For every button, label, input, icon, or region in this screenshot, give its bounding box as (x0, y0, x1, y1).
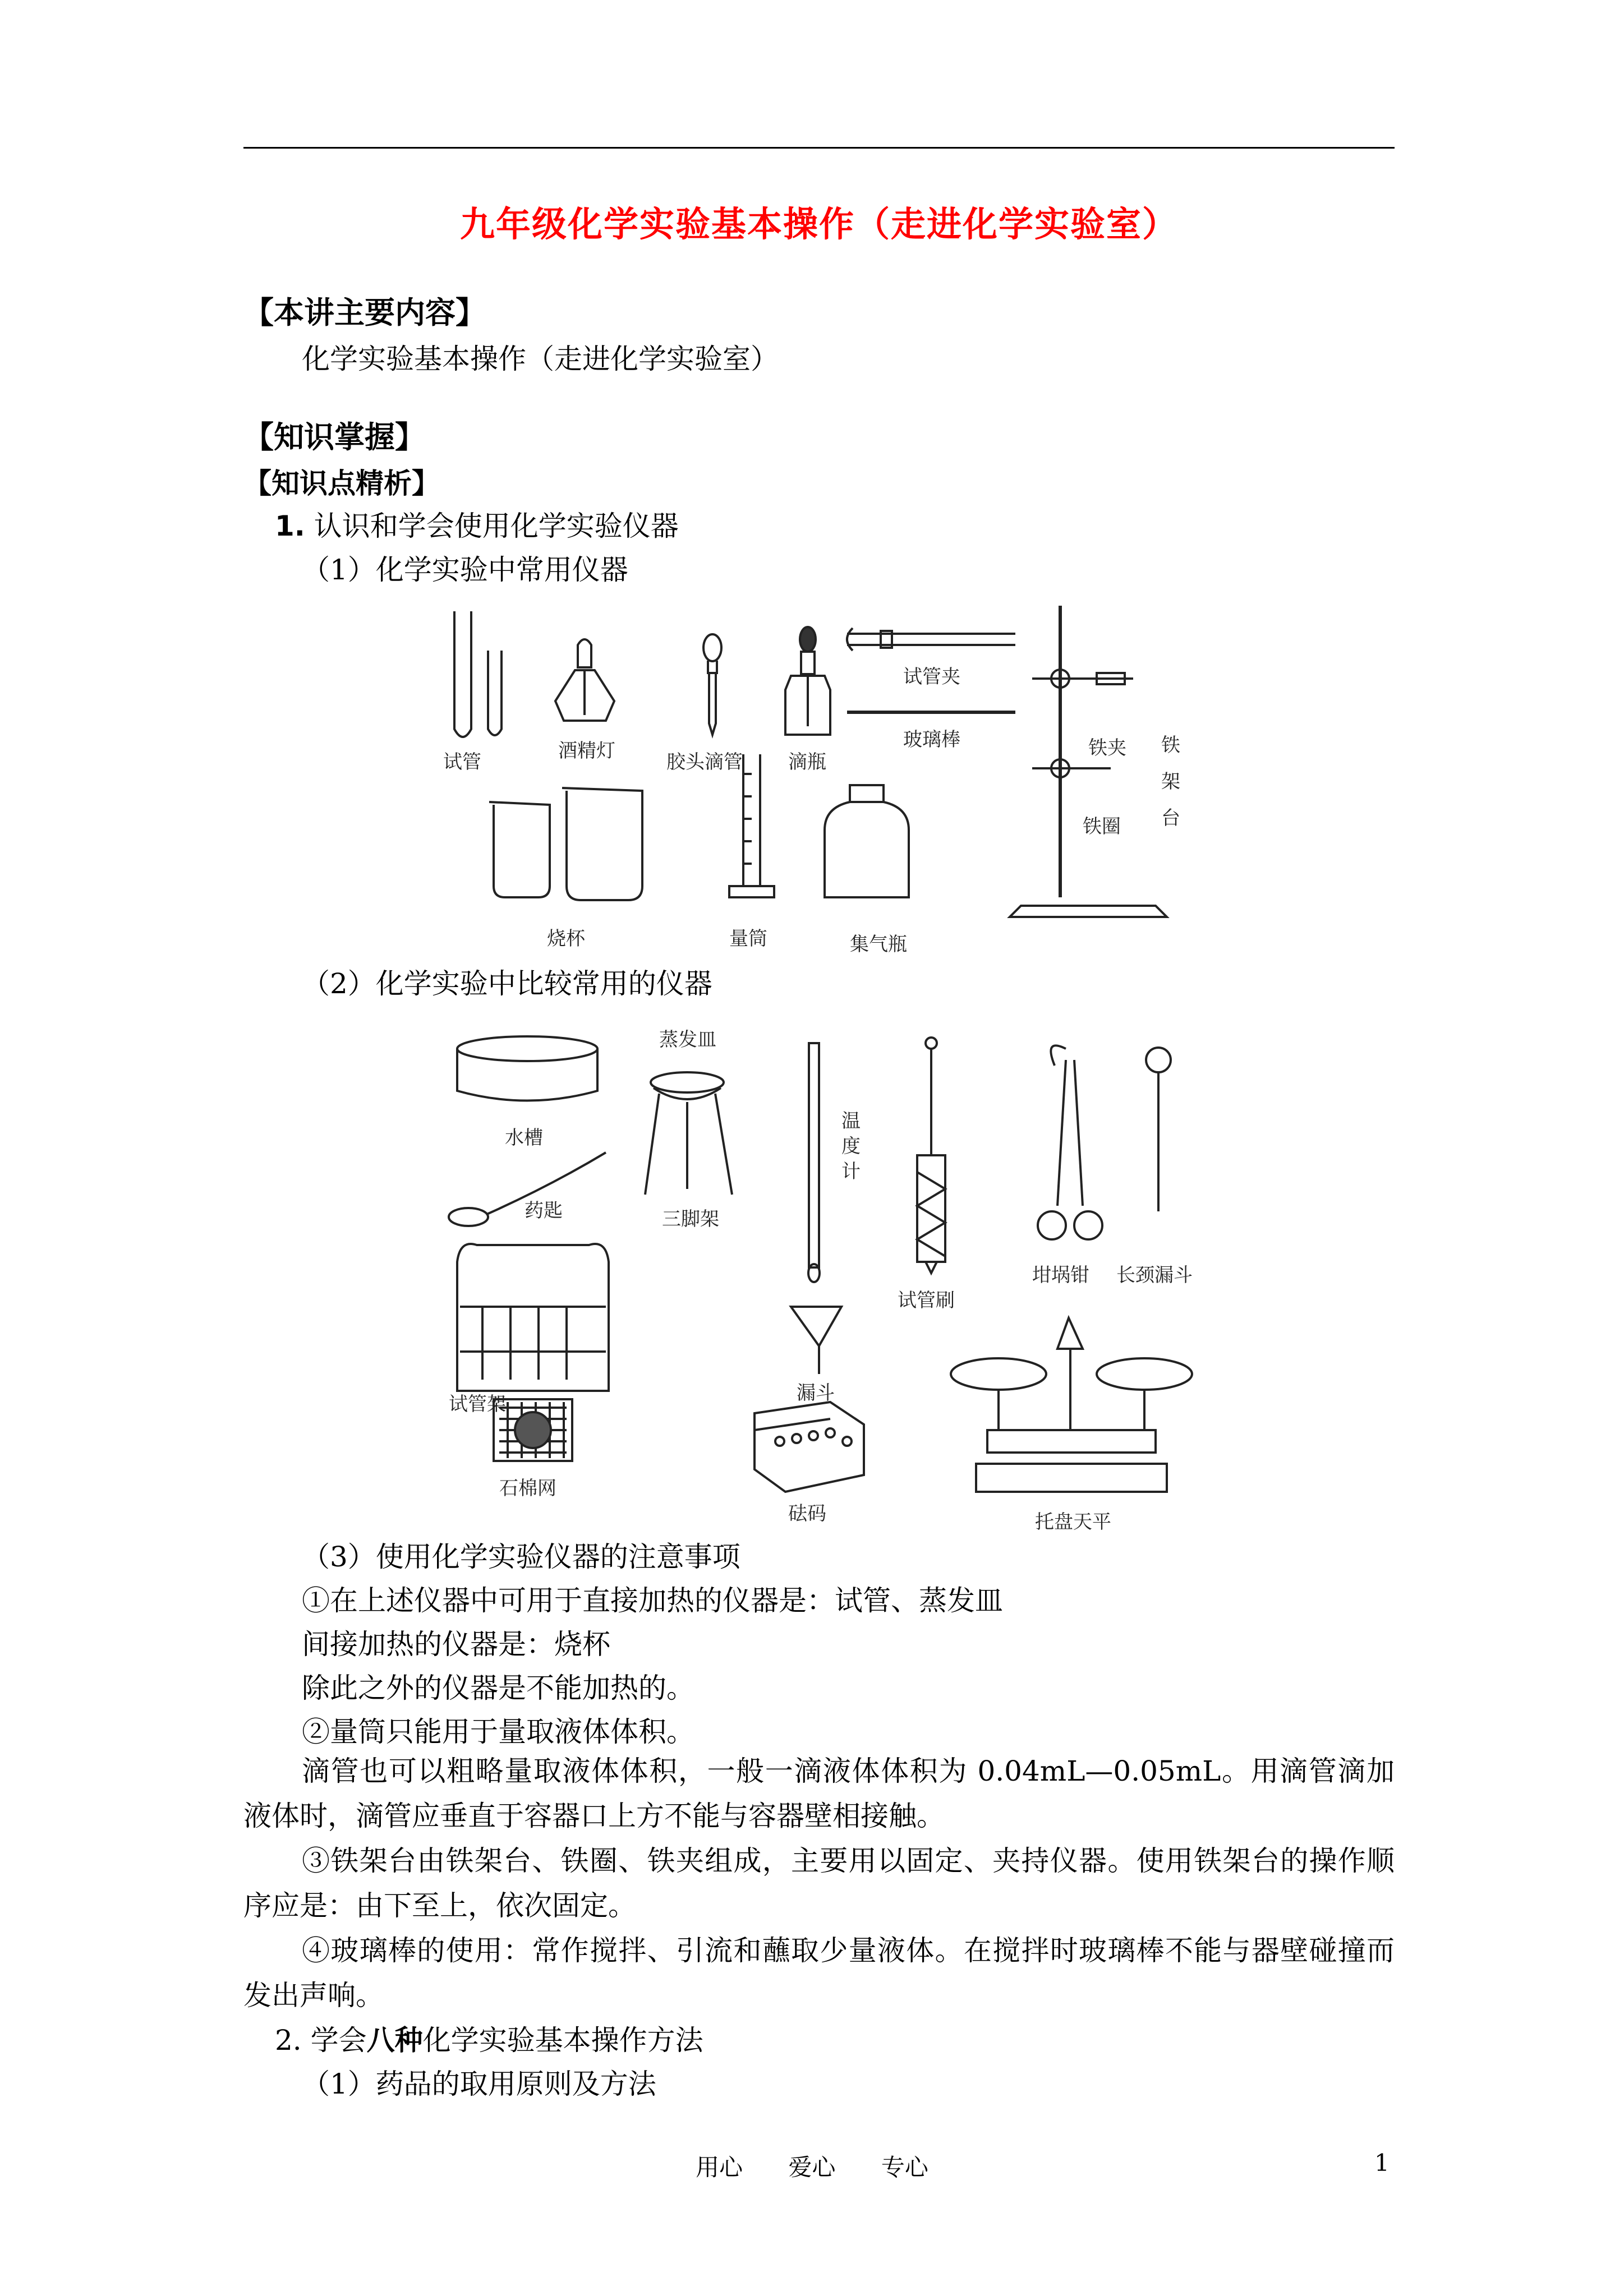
funnel-icon (791, 1307, 841, 1374)
footer-word-3: 专心 (881, 2154, 928, 2181)
test-tube-rack-icon (457, 1244, 609, 1391)
test-tube-clamp-icon (847, 628, 1015, 651)
note-5: 滴管也可以粗略量取液体体积，一般一滴液体体积为 0.04mL—0.05mL。用滴管滴加液体时，滴管应垂直于容器口上方不能与容器壁相接触。 (243, 1755, 1395, 1832)
sub-heading-1: （1）化学实验中常用仪器 (302, 554, 628, 586)
label-iron-ring: 铁圈 (1083, 815, 1121, 838)
label-iron-clamp: 铁夹 (1088, 737, 1126, 759)
main-content-text: 化学实验基本操作（走进化学实验室） (302, 343, 779, 375)
label-test-tube-brush: 试管刷 (898, 1289, 955, 1312)
header-rule (243, 147, 1395, 149)
note-7: ④玻璃棒的使用：常作搅拌、引流和蘸取少量液体。在搅拌时玻璃棒不能与器壁碰撞而发出声响。 (243, 1934, 1395, 2012)
knowledge-heading: 【知识掌握】 (243, 419, 425, 455)
footer-word-2: 爱心 (788, 2154, 836, 2181)
note-6: ③铁架台由铁架台、铁圈、铁夹组成，主要用以固定、夹持仪器。使用铁架台的操作顺序应是：由下至上，依次固定。 (243, 1845, 1395, 1922)
label-test-tube: 试管 (443, 751, 481, 773)
label-gas-bottle: 集气瓶 (850, 933, 907, 956)
sub-heading-4: （1）药品的取用原则及方法 (302, 2068, 656, 2100)
note-2: 间接加热的仪器是：烧杯 (302, 1628, 610, 1661)
long-neck-funnel-icon (1146, 1048, 1171, 1211)
beaker-icon (489, 788, 642, 900)
crucible-tongs-icon (1038, 1045, 1102, 1239)
note-3: 除此之外的仪器是不能加热的。 (302, 1672, 694, 1704)
note-4: ②量筒只能用于量取液体体积。 (302, 1716, 694, 1748)
label-test-tube-rack: 试管架 (449, 1393, 506, 1416)
test-tube-icon (454, 611, 502, 737)
item-2-post: 化学实验基本操作方法 (422, 2024, 703, 2057)
weights-box-icon (755, 1402, 864, 1492)
label-thermometer-3: 计 (841, 1160, 861, 1183)
item-2-number: 2. (275, 2024, 302, 2057)
item-2 (275, 2020, 703, 2060)
label-stand-1: 铁 (1161, 734, 1180, 757)
balance-icon (951, 1318, 1192, 1492)
note-1: ①在上述仪器中可用于直接加热的仪器是：试管、蒸发皿 (302, 1584, 1003, 1617)
gas-bottle-icon (825, 785, 909, 897)
sub-heading-2: （2）化学实验中比较常用的仪器 (302, 967, 712, 1000)
label-dropping-bottle: 滴瓶 (788, 751, 826, 773)
label-tripod: 三脚架 (662, 1208, 719, 1230)
item-1-text: 认识和学会使用化学实验仪器 (314, 510, 679, 542)
label-glass-rod: 玻璃棒 (903, 729, 960, 751)
label-asbestos-gauze: 石棉网 (499, 1477, 556, 1500)
item-2-pre: 学会 (310, 2024, 367, 2057)
label-spoon: 药匙 (525, 1200, 563, 1222)
thermometer-icon (808, 1043, 820, 1282)
common-instruments-figure (438, 594, 1223, 976)
label-long-neck-funnel: 长颈漏斗 (1116, 1264, 1193, 1287)
tripod-icon (645, 1088, 732, 1195)
dropping-bottle-icon (785, 627, 830, 735)
label-beaker: 烧杯 (547, 928, 585, 950)
water-trough-icon (457, 1036, 597, 1101)
footer-word-1: 用心 (696, 2154, 743, 2181)
label-dropper: 胶头滴管 (666, 751, 743, 773)
test-tube-brush-icon (917, 1038, 945, 1273)
label-weights: 砝码 (788, 1502, 826, 1525)
label-evaporating-dish: 蒸发皿 (659, 1029, 716, 1051)
item-1 (275, 506, 679, 546)
page-title: 九年级化学实验基本操作（走进化学实验室） (459, 204, 1178, 245)
label-balance: 托盘天平 (1035, 1511, 1111, 1533)
item-1-number: 1. (275, 510, 305, 542)
frequent-instruments-figure (438, 1026, 1223, 1542)
label-cylinder: 量筒 (729, 928, 767, 950)
iron-stand-icon (1010, 606, 1167, 917)
label-funnel: 漏斗 (797, 1382, 835, 1404)
dropper-icon (703, 634, 721, 735)
label-water-trough: 水槽 (505, 1127, 543, 1149)
page-number: 1 (1374, 2149, 1390, 2177)
label-alcohol-lamp: 酒精灯 (558, 740, 615, 762)
label-test-tube-clamp: 试管夹 (903, 666, 960, 688)
main-content-heading: 【本讲主要内容】 (243, 295, 486, 330)
measuring-cylinder-icon (729, 754, 774, 897)
sub-heading-3: （3）使用化学实验仪器的注意事项 (302, 1541, 740, 1573)
analysis-heading: 【知识点精析】 (243, 467, 440, 500)
label-thermometer-2: 度 (841, 1135, 861, 1158)
item-2-bold: 八种 (366, 2024, 423, 2057)
label-stand-3: 台 (1161, 807, 1180, 829)
label-crucible-tongs: 坩埚钳 (1032, 1264, 1089, 1287)
label-stand-2: 架 (1161, 771, 1180, 793)
label-thermometer-1: 温 (841, 1110, 861, 1132)
alcohol-lamp-icon (555, 639, 614, 721)
evaporating-dish-icon (651, 1072, 724, 1092)
